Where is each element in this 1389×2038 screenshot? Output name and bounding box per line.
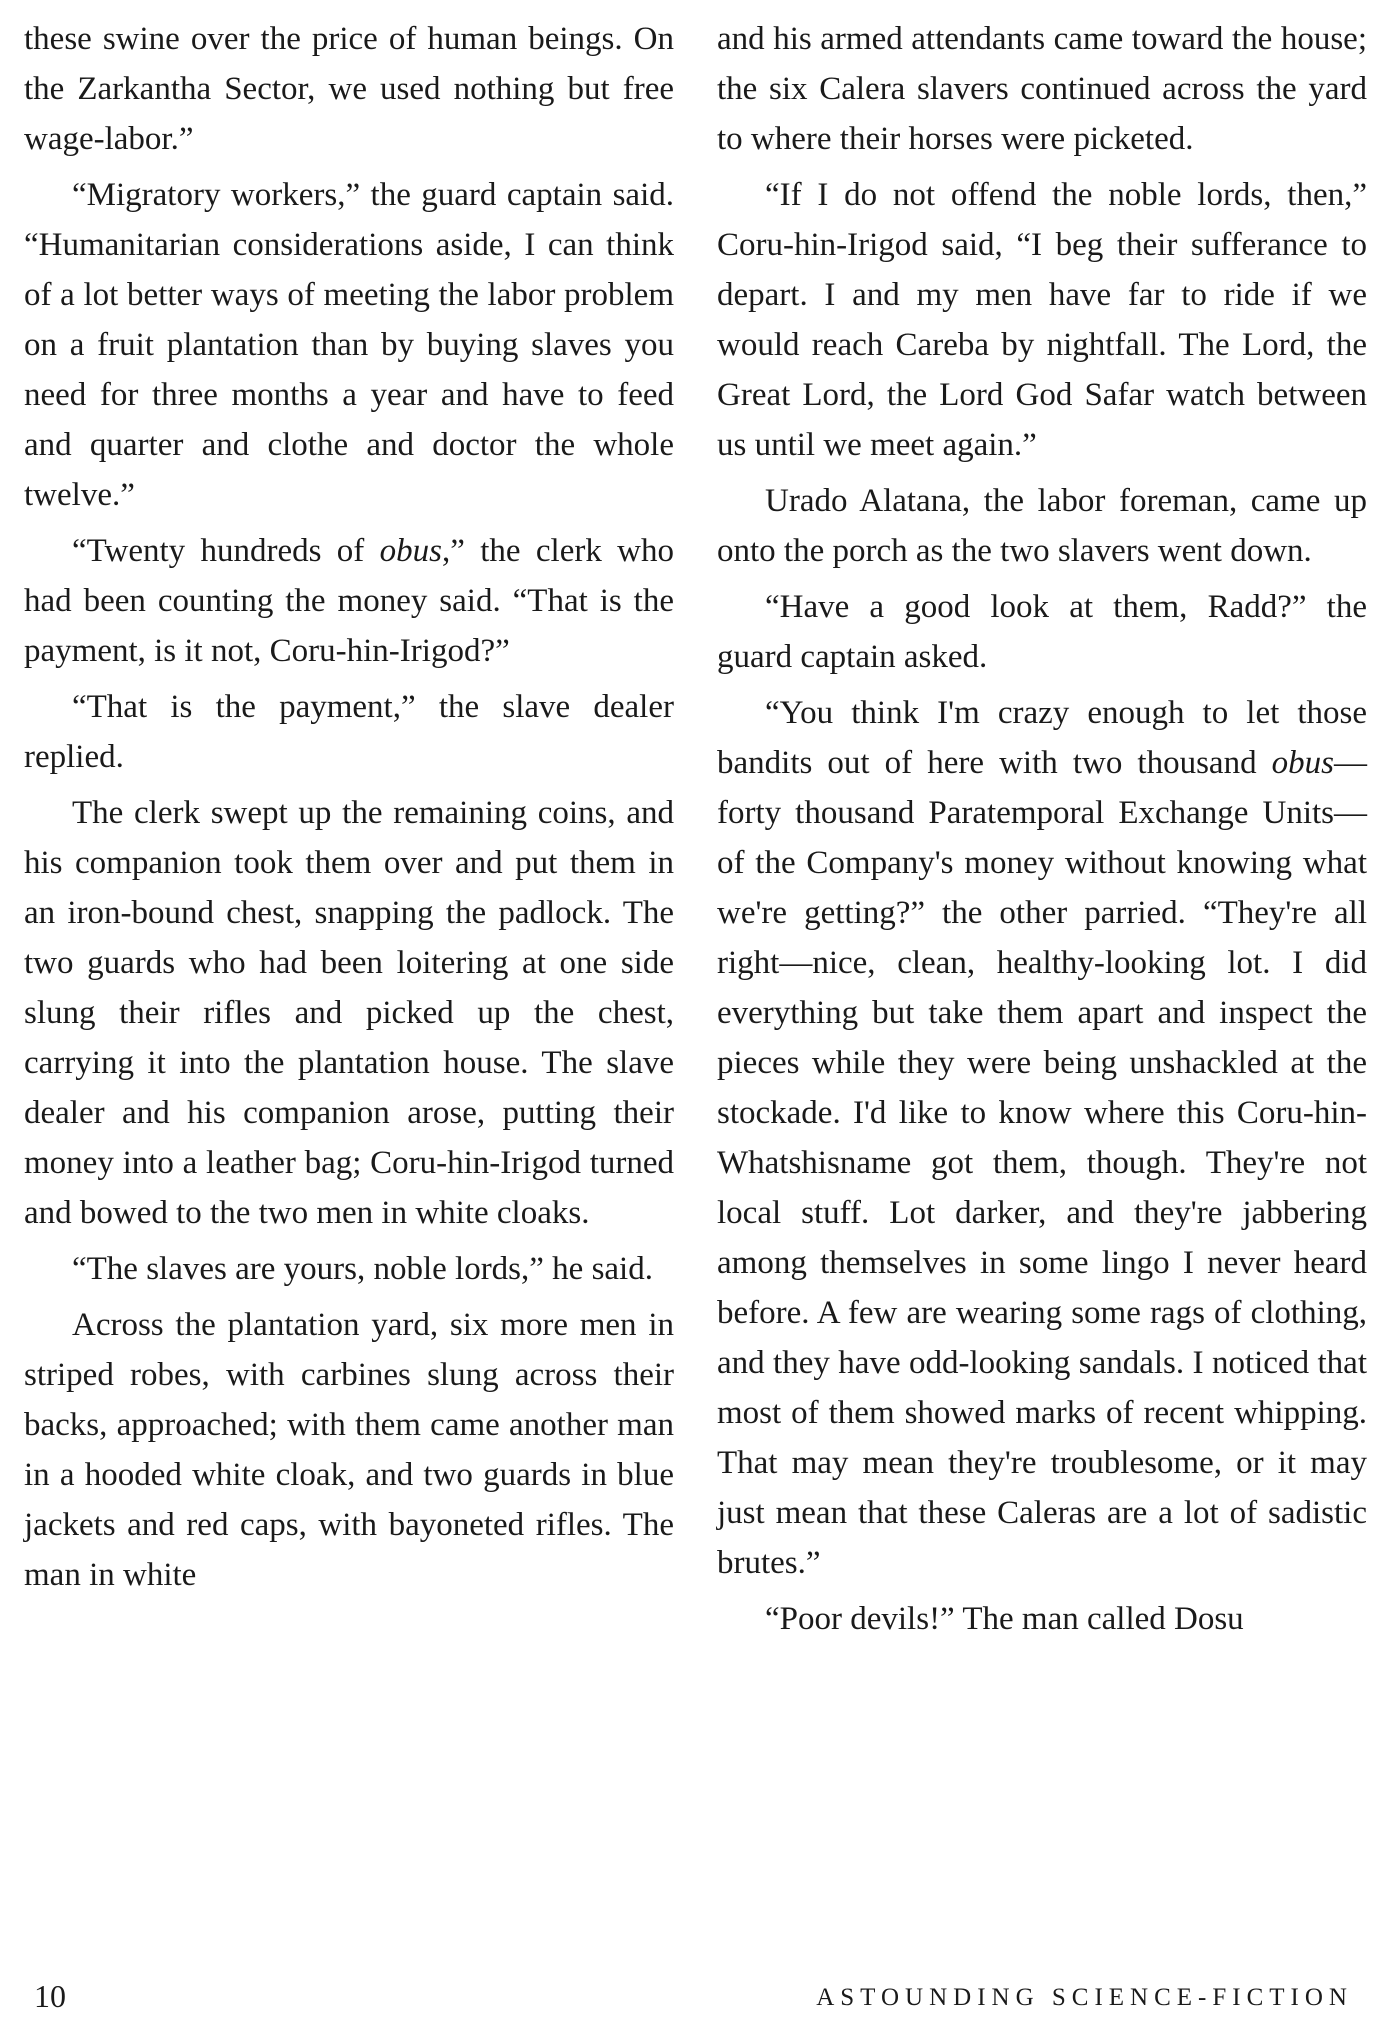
running-title: ASTOUNDING SCIENCE-FICTION <box>816 1984 1353 2011</box>
paragraph-text: Urado Alatana, the labor foreman, came up onto the porch as the two slavers went down. <box>717 483 1367 569</box>
paragraph <box>717 14 1367 164</box>
paragraph-text: ,” the clerk who had been counting the money said. “That is the payment, is it not, Coru-hin-Irigod?” <box>24 533 674 669</box>
paragraph <box>24 682 674 782</box>
paragraph-text: “The slaves are yours, noble lords,” he said. <box>72 1251 653 1287</box>
page-number: 10 <box>34 1978 66 2014</box>
paragraph <box>717 688 1367 1588</box>
paragraph <box>24 788 674 1238</box>
paragraph <box>717 1594 1367 1644</box>
paragraph-text: The clerk swept up the remaining coins, and his companion took them over and put them in an iron-bound chest, snapping the padlock. The two guards who had been loitering at one side slung their rifles and picked up the chest, carrying it into the plantation house. The slave dealer and his companion arose, putting their money into a leather bag; Coru-hin-Irigod turned and bowed to the two men in white cloaks. <box>24 795 674 1231</box>
paragraph-text: “Twenty hundreds of <box>72 533 380 569</box>
paragraph <box>717 582 1367 682</box>
paragraph-text: “That is the payment,” the slave dealer replied. <box>24 689 674 775</box>
paragraph-text: —forty thousand Paratemporal Exchange Units—of the Company's money without knowing what we're getting?” the other parried. “They're all right—nice, clean, healthy-looking lot. I did everything but take them apart and inspect the pieces while they were being unshackled at the stockade. I'd like to know where this Coru-hin-Whatshisname got them, though. They're not local stuff. Lot darker, and they're jabbering among themselves in some lingo I never heard before. A few are wearing some rags of clothing, and they have odd-looking sandals. I noticed that most of them showed marks of recent whipping. That may mean they're troublesome, or it may just mean that these Caleras are a lot of sadistic brutes.” <box>717 745 1367 1581</box>
italic-word: obus <box>1271 745 1334 781</box>
left-text-column <box>24 14 674 1606</box>
paragraph <box>24 14 674 164</box>
paragraph-text: and his armed attendants came toward the house; the six Calera slavers continued across the yard to where their horses were picketed. <box>717 21 1367 157</box>
paragraph <box>717 476 1367 576</box>
paragraph-text: these swine over the price of human beings. On the Zarkantha Sector, we used nothing but free wage-labor.” <box>24 21 674 157</box>
paragraph <box>717 170 1367 470</box>
paragraph-text: “Migratory workers,” the guard captain said. “Humanitarian considerations aside, I can think of a lot better ways of meeting the labor problem on a fruit plantation than by buying slaves you need for three months a year and have to feed and quarter and clothe and doctor the whole twelve.” <box>24 177 674 513</box>
page-footer <box>0 1978 1389 2018</box>
paragraph <box>24 1300 674 1600</box>
paragraph-text: “Poor devils!” The man called Dosu <box>765 1601 1244 1637</box>
right-text-column <box>717 14 1367 1650</box>
paragraph-text: Across the plantation yard, six more men in striped robes, with carbines slung across their backs, approached; with them came another man in a hooded white cloak, and two guards in blue jackets and red caps, with bayoneted rifles. The man in white <box>24 1307 674 1593</box>
paragraph-text: “If I do not offend the noble lords, then,” Coru-hin-Irigod said, “I beg their sufferance to depart. I and my men have far to ride if we would reach Careba by nightfall. The Lord, the Great Lord, the Lord God Safar watch between us until we meet again.” <box>717 177 1367 463</box>
paragraph-text: “Have a good look at them, Radd?” the guard captain asked. <box>717 589 1367 675</box>
paragraph <box>24 526 674 676</box>
paragraph <box>24 170 674 520</box>
paragraph-text: “You think I'm crazy enough to let those bandits out of here with two thousand <box>717 695 1367 781</box>
italic-word: obus <box>379 533 442 569</box>
paragraph <box>24 1244 674 1294</box>
